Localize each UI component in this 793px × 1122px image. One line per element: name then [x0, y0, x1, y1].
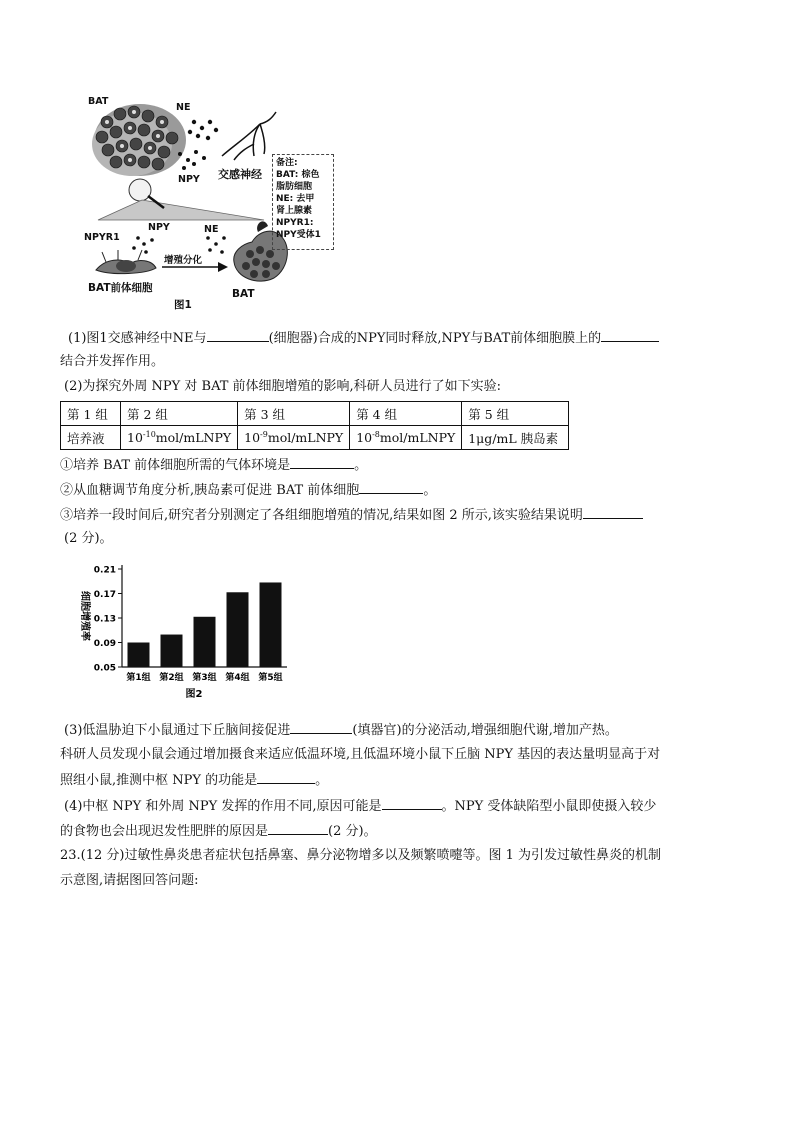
label-ne-low: NE: [204, 224, 219, 235]
q2-s3-score: (2 分)。: [64, 531, 113, 546]
q23-line-2: 示意图,请据图回答问题:: [60, 873, 199, 888]
answer-blank[interactable]: [207, 329, 269, 342]
label-proliferate: 增殖分化: [164, 255, 203, 266]
q1-line-2: 结合并发挥作用。: [60, 354, 165, 369]
label-bat-bottom: BAT: [232, 288, 255, 300]
label-npyr1: NPYR1: [84, 232, 120, 243]
y-tick-label: 0.09: [93, 639, 116, 649]
table-cell: 第 3 组: [238, 402, 350, 426]
note-line: 肾上腺素: [276, 206, 313, 216]
figure-1-note-box: [272, 154, 334, 250]
bar-chart: [72, 555, 302, 705]
label-bat-precursor: BAT前体细胞: [88, 282, 153, 294]
answer-blank[interactable]: [601, 329, 659, 342]
answer-blank[interactable]: [290, 456, 354, 469]
y-tick-label: 0.17: [93, 590, 116, 600]
table-row: [61, 426, 569, 450]
figure-2-caption: 图2: [185, 689, 203, 700]
figure-1: [82, 92, 344, 310]
q4-text-b: 。NPY 受体缺陷型小鼠即使摄入较少: [441, 799, 657, 814]
bar: [227, 592, 249, 667]
answer-blank[interactable]: [583, 506, 643, 519]
q2-s1-end: 。: [354, 458, 368, 473]
q1-line-1: [68, 329, 659, 348]
table-cell: $10^{-10}mol$/mLNPY: [121, 426, 238, 450]
q2-intro: (2)为探究外周 NPY 对 BAT 前体细胞增殖的影响,科研人员进行了如下实验:: [64, 379, 502, 394]
x-tick-label: 第4组: [225, 673, 250, 683]
table-cell: $10^{-8}mol$/mLNPY: [350, 426, 462, 450]
q2-sub-3: [60, 506, 643, 525]
npy-molecules-lower: [132, 236, 154, 254]
x-tick-label: 第1组: [126, 673, 151, 683]
y-tick-label: 0.13: [93, 614, 116, 625]
bat-precursor-small: [129, 179, 151, 201]
table-cell: 1μg/mL 胰岛素: [462, 426, 569, 450]
q3-text-d-end: 。: [315, 773, 329, 788]
bat-precursor-cell: [96, 250, 156, 274]
note-line: NE: 去甲: [276, 194, 315, 204]
bar: [194, 617, 216, 667]
x-tick-label: 第5组: [258, 673, 283, 683]
q2-s3-text: ③培养一段时间后,研究者分别测定了各组细胞增殖的情况,结果如图 2 所示,该实验结果说明: [60, 508, 583, 523]
table-cell: 第 5 组: [462, 402, 569, 426]
table-cell: 第 4 组: [350, 402, 462, 426]
label-sympathetic-nerve: 交感神经: [218, 168, 262, 181]
answer-blank[interactable]: [257, 771, 315, 784]
answer-blank[interactable]: [290, 721, 352, 734]
note-line: NPY受体1: [276, 230, 321, 240]
answer-blank[interactable]: [359, 481, 423, 494]
ne-molecules-lower: [206, 236, 226, 254]
q4-text-a: (4)中枢 NPY 和外周 NPY 发挥的作用不同,原因可能是: [64, 799, 382, 814]
table-row: [61, 402, 569, 426]
zoom-wedge: [98, 200, 264, 220]
label-npy-mid: NPY: [178, 174, 200, 185]
q3-line-2: 科研人员发现小鼠会通过增加摄食来适应低温环境,且低温环境小鼠下丘脑 NPY 基因的表达量明显高于对: [60, 747, 661, 762]
note-line: 备注:: [276, 158, 298, 168]
q23-line-1: 23.(12 分)过敏性鼻炎患者症状包括鼻塞、鼻分泌物增多以及频繁喷嚏等。图 1 为引发过敏性鼻炎的机制: [60, 848, 662, 863]
answer-blank[interactable]: [382, 797, 442, 810]
q1-text-b: (细胞器)合成的NPY同时释放,NPY与BAT前体细胞膜上的: [268, 331, 602, 346]
figure-1-caption: 图1: [174, 299, 192, 311]
q3-line-1: [64, 721, 618, 740]
q3-text-d: 照组小鼠,推测中枢 NPY 的功能是: [60, 773, 258, 788]
x-tick-label: 第2组: [159, 673, 184, 683]
q2-sub-2: [60, 481, 436, 500]
bar: [260, 582, 282, 667]
q4-text-c: 的食物也会出现迟发性肥胖的原因是: [60, 824, 269, 839]
note-line: BAT: 棕色: [276, 170, 320, 180]
q4-line-1: [64, 797, 656, 816]
table-cell: 培养液: [61, 426, 121, 450]
q3-text-b: (填器官)的分泌活动,增强细胞代谢,增加产热。: [352, 723, 618, 738]
answer-blank[interactable]: [268, 822, 328, 835]
y-tick-label: 0.21: [93, 565, 116, 576]
q4-text-c-end: (2 分)。: [328, 824, 377, 839]
bar: [128, 643, 150, 668]
experiment-table: [60, 401, 569, 450]
table-cell: 第 1 组: [61, 402, 121, 426]
bar: [161, 635, 183, 667]
q2-s1-text: ①培养 BAT 前体细胞所需的气体环境是: [60, 458, 291, 473]
table-cell: 第 2 组: [121, 402, 238, 426]
q3-line-3: [60, 771, 328, 790]
x-tick-label: 第3组: [192, 673, 217, 683]
q3-text-a: (3)低温胁迫下小鼠通过下丘脑间接促进: [64, 723, 291, 738]
y-axis-label: 细胞增殖率: [79, 591, 90, 641]
bat-cell-cluster-top: [92, 104, 186, 176]
q4-line-2: [60, 822, 377, 841]
q2-sub-1: [60, 456, 367, 475]
table-cell: $10^{-9}mol$/mLNPY: [238, 426, 350, 450]
label-ne-top: NE: [176, 102, 191, 113]
sympathetic-nerve-ending: [222, 112, 276, 160]
label-bat-top: BAT: [88, 96, 109, 107]
y-tick-label: 0.05: [93, 663, 116, 674]
label-npy-low: NPY: [148, 222, 170, 233]
note-line: 脂肪细胞: [276, 182, 313, 192]
q1-text-a: (1)图1交感神经中NE与: [68, 331, 207, 346]
q2-s2-end: 。: [423, 483, 437, 498]
q2-s2-text: ②从血糖调节角度分析,胰岛素可促进 BAT 前体细胞: [60, 483, 360, 498]
figure-2: [72, 555, 302, 705]
note-line: NPYR1:: [276, 218, 314, 228]
ne-molecules: [188, 120, 218, 140]
